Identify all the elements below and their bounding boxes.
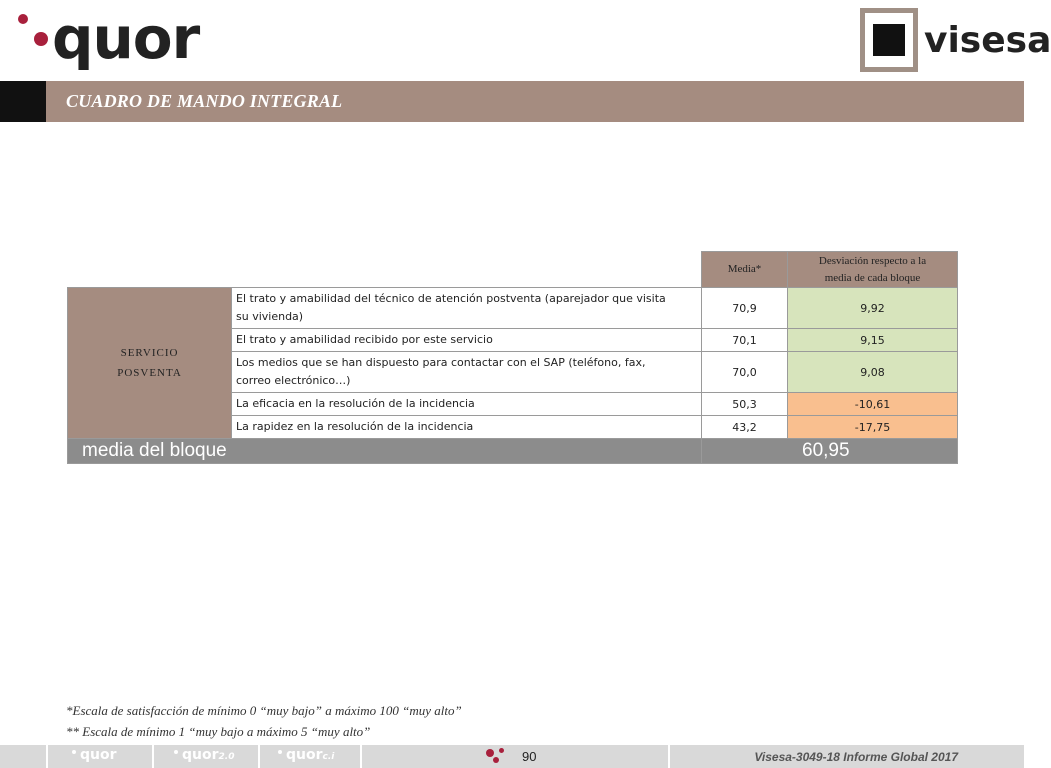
logo-dot-icon xyxy=(18,14,28,24)
footer-dot-icon xyxy=(174,750,178,754)
footer-dot-icon xyxy=(278,750,282,754)
scorecard-table xyxy=(67,251,958,464)
media-header: Media* xyxy=(702,252,788,288)
footer-dot-icon xyxy=(72,750,76,754)
row-item: La rapidez en la resolución de la incidencia xyxy=(232,416,702,439)
row-item: Los medios que se han dispuesto para contactar con el SAP (teléfono, fax, correo electrónico…) xyxy=(232,352,702,393)
deviation-header xyxy=(788,252,958,288)
title-bar-block xyxy=(0,81,46,122)
footer-quor-logo: quor xyxy=(80,747,117,763)
footer xyxy=(0,745,1024,768)
block-label-line1: SERVICIO xyxy=(120,347,179,359)
table-row xyxy=(68,288,958,329)
row-media: 70,1 xyxy=(702,329,788,352)
logo-dot-icon xyxy=(34,32,48,46)
row-item: El trato y amabilidad del técnico de atención postventa (aparejador que visita su vivienda) xyxy=(232,288,702,329)
footer-separator xyxy=(668,745,670,768)
row-deviation: 9,15 xyxy=(788,329,958,352)
visesa-square-icon xyxy=(873,24,905,56)
footer-quorci-logo: quorc.i xyxy=(286,747,335,763)
row-media: 50,3 xyxy=(702,393,788,416)
title-bar xyxy=(0,81,1024,122)
footer-separator xyxy=(360,745,362,768)
note-scale-1: *Escala de satisfacción de mínimo 0 “muy bajo” a máximo 100 “muy alto” xyxy=(66,703,462,718)
note-scale-2: ** Escala de mínimo 1 “muy bajo a máximo 5 “muy alto” xyxy=(66,724,371,739)
block-label-line2: POSVENTA xyxy=(117,367,182,379)
row-item: El trato y amabilidad recibido por este servicio xyxy=(232,329,702,352)
row-deviation: 9,92 xyxy=(788,288,958,329)
footer-red-dot-icon xyxy=(486,749,494,757)
page-number: 90 xyxy=(522,749,537,764)
quor-logo-text: quor xyxy=(52,4,200,72)
deviation-header-line2: media de cada bloque xyxy=(824,271,921,284)
row-media: 43,2 xyxy=(702,416,788,439)
footer-separator xyxy=(46,745,48,768)
footer-separator xyxy=(152,745,154,768)
block-label xyxy=(68,288,232,439)
table-header-row xyxy=(68,252,958,288)
row-item: La eficacia en la resolución de la incidencia xyxy=(232,393,702,416)
row-deviation: -10,61 xyxy=(788,393,958,416)
row-media: 70,0 xyxy=(702,352,788,393)
quor-logo xyxy=(14,4,204,74)
report-title: Visesa-3049-18 Informe Global 2017 xyxy=(754,750,958,764)
visesa-logo-text: visesa xyxy=(924,20,1051,61)
footer-quor2-logo: quor2.0 xyxy=(182,747,235,763)
summary-label: media del bloque xyxy=(68,439,702,464)
footer-red-dot-icon xyxy=(493,757,499,763)
visesa-logo xyxy=(860,8,1051,74)
footer-red-dot-icon xyxy=(499,748,504,753)
footer-separator xyxy=(258,745,260,768)
page-title: CUADRO DE MANDO INTEGRAL xyxy=(66,91,343,111)
deviation-header-line1: Desviación respecto a la xyxy=(818,254,927,267)
row-deviation: -17,75 xyxy=(788,416,958,439)
row-media: 70,9 xyxy=(702,288,788,329)
summary-row xyxy=(68,439,958,464)
row-deviation: 9,08 xyxy=(788,352,958,393)
notes xyxy=(66,700,462,742)
summary-value: 60,95 xyxy=(702,439,958,464)
